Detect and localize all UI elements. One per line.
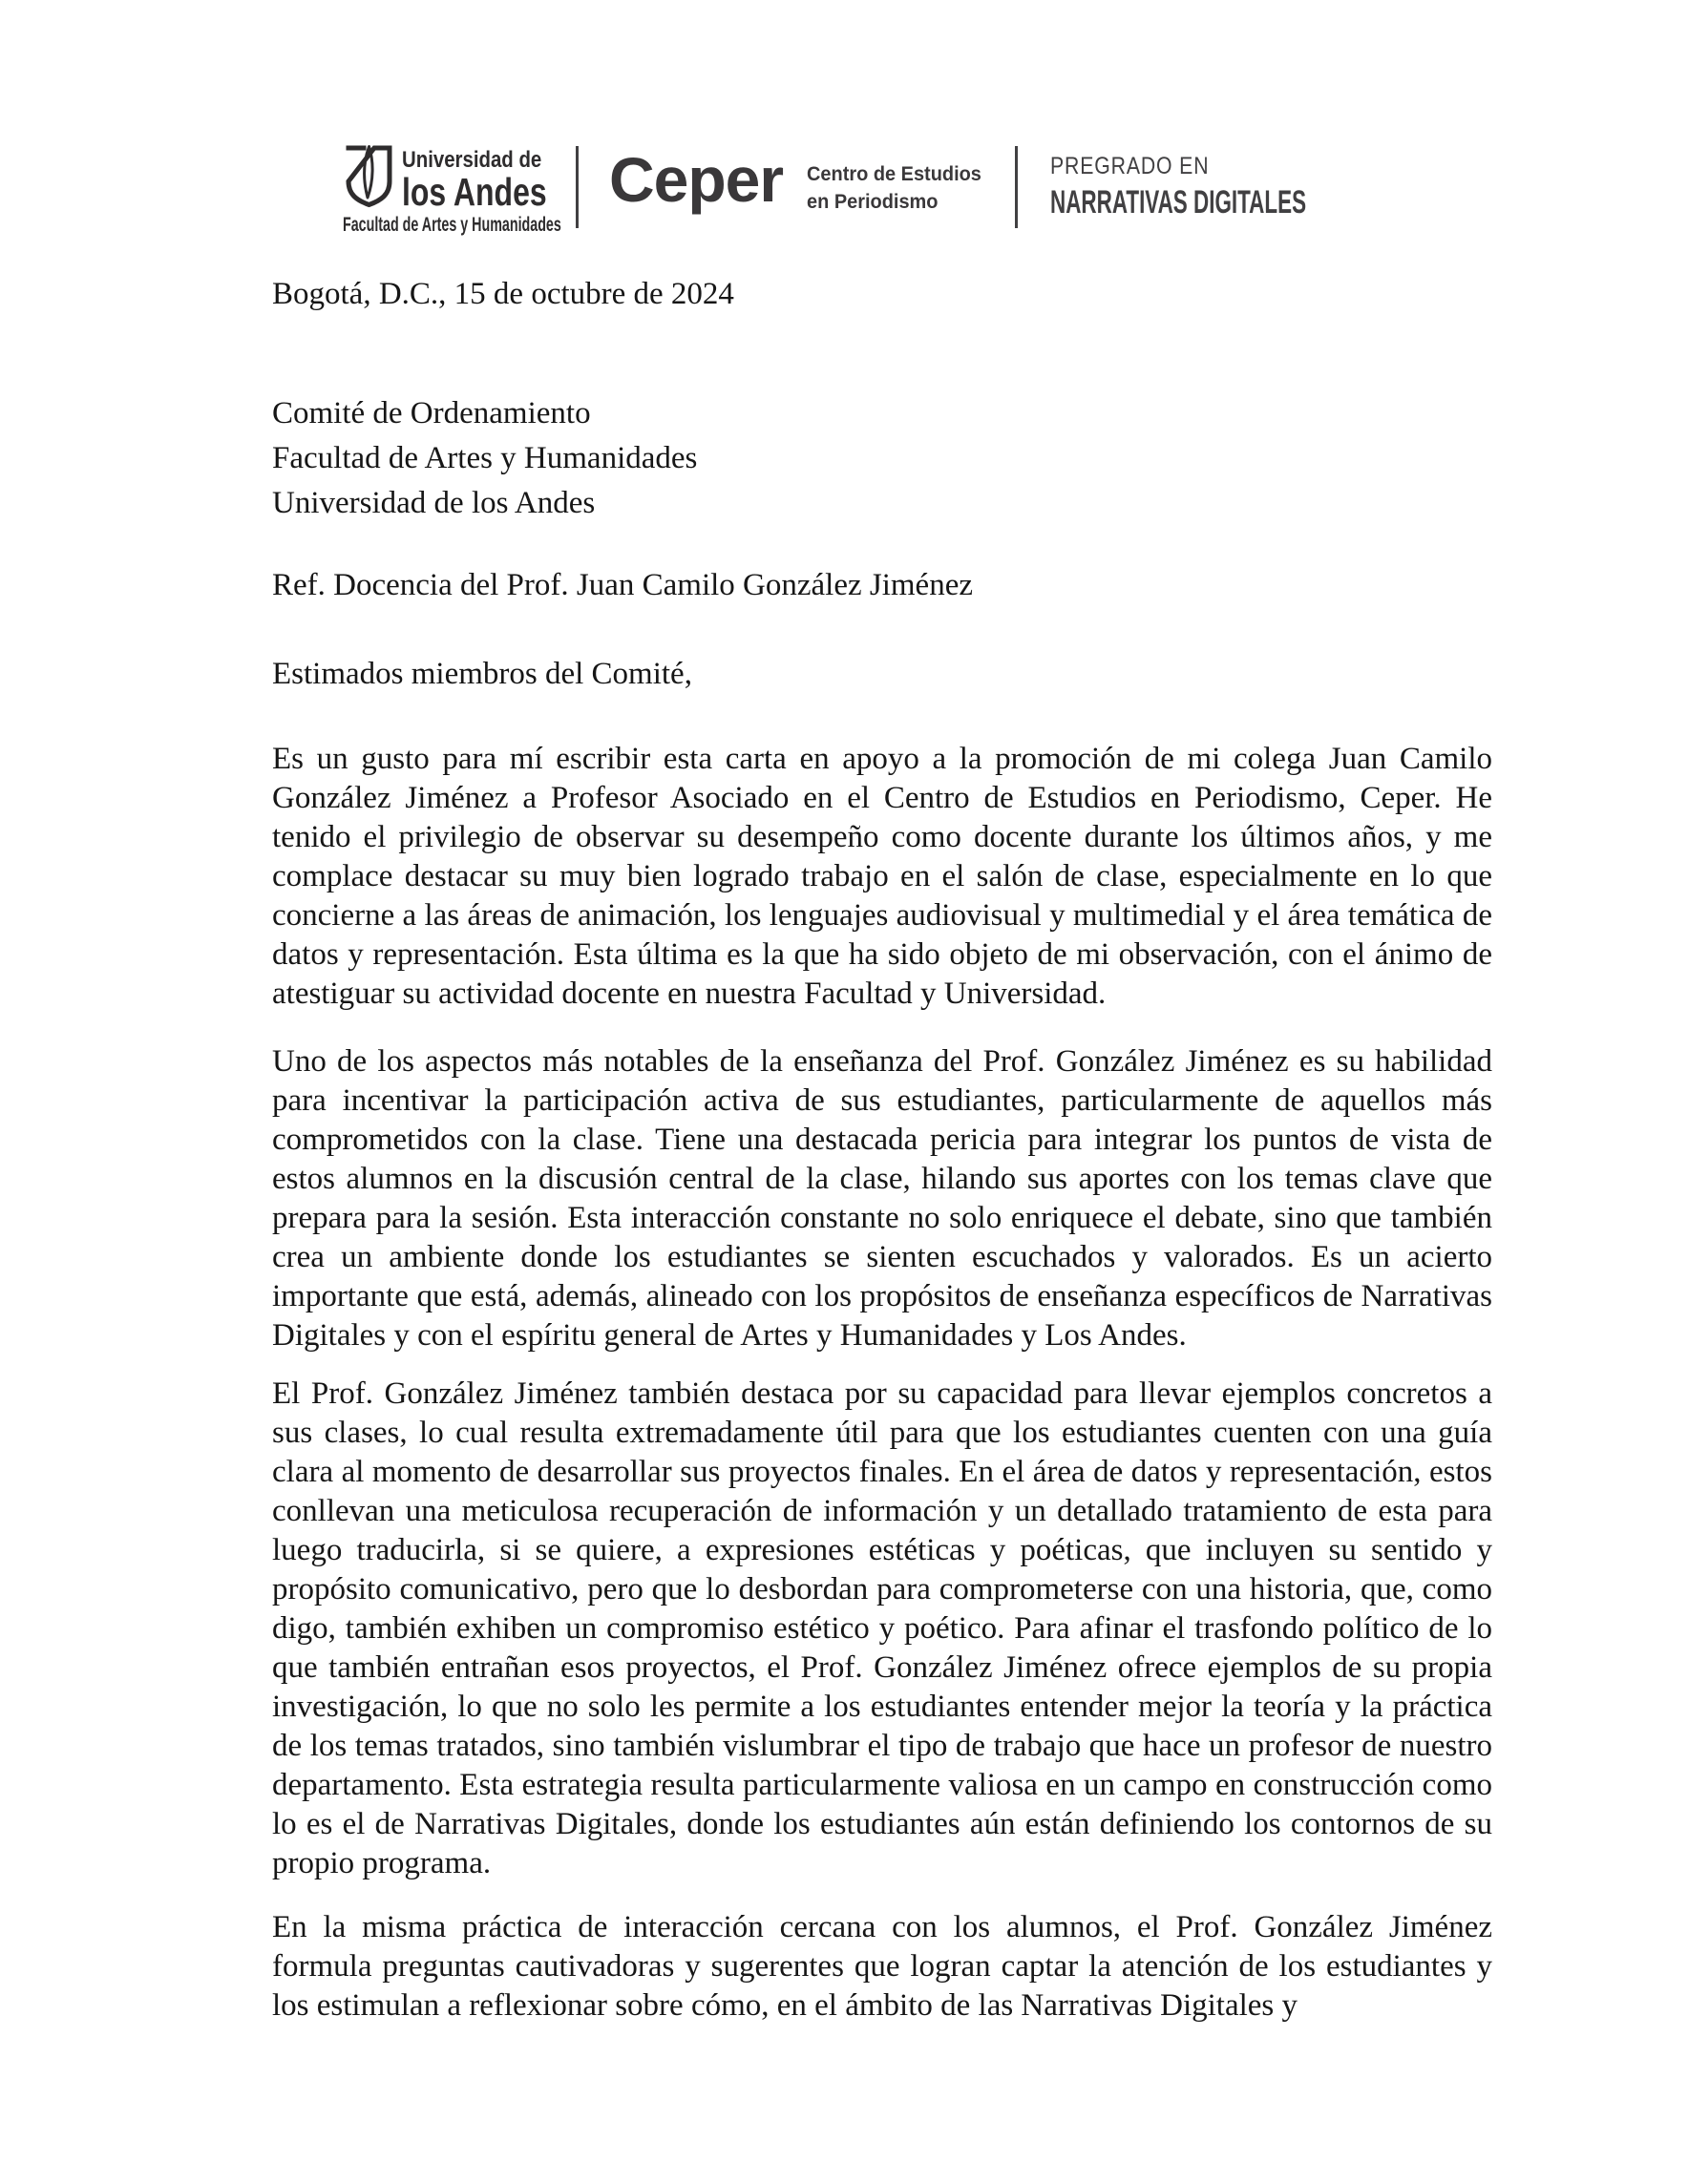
recipient-line: Comité de Ordenamiento [272, 396, 591, 430]
recipient-line: Universidad de los Andes [272, 486, 596, 520]
letter-paragraph-2 [272, 1042, 1492, 1355]
paragraph-text: Uno de los aspectos más notables de la enseñanza del Prof. González Jiménez es su habilidad para incentivar la participación activa de sus estudiantes, particularmente de aquellos más comprometidos con la clase. Tiene una destacada pericia para integrar los puntos de vista de estos alumnos en la discusión central de la clase, hilando sus aportes con los temas clave que prepara para la sesión. Esta interacción constante no solo enriquece el debate, sino que también crea un ambiente donde los estudiantes se sienten escuchados y valorados. Es un acierto importante que está, además, alineado con los propósitos de enseñanza específicos de Narrativas Digitales y con el espíritu general de Artes y Humanidades y Los Andes. [272, 1044, 1492, 1353]
ceper-caption-line1: Centro de Estudios [807, 163, 981, 185]
letter-paragraph-3 [272, 1375, 1492, 1883]
uniandes-shield-icon [345, 145, 393, 213]
paragraph-text: En la misma práctica de interacción cercana con los alumnos, el Prof. González Jiménez formula preguntas cautivadoras y sugerentes que logran captar la atención de los estudiantes y los estimulan a reflexionar sobre cómo, en el ámbito de las Narrativas Digitales y [272, 1910, 1492, 2023]
recipient-block [272, 391, 1492, 526]
faculty-name: Facultad de Artes y Humanidades [343, 214, 561, 236]
program-name [1050, 153, 1438, 221]
university-name-line1: Universidad de [402, 147, 542, 173]
header-divider-right [1015, 146, 1018, 228]
university-name-line2: los Andes [402, 170, 547, 214]
letterhead [0, 0, 1688, 277]
program-name-line2: NARRATIVAS DIGITALES [1050, 184, 1307, 220]
reference-line: Ref. Docencia del Prof. Juan Camilo González Jiménez [272, 568, 973, 602]
program-name-line1: PREGRADO EN [1050, 153, 1210, 179]
header-divider-left [576, 146, 579, 228]
university-name [402, 149, 587, 212]
ceper-caption-line2: en Periodismo [807, 191, 939, 213]
ceper-wordmark: Ceper [609, 144, 784, 215]
letter-paragraph-1 [272, 740, 1492, 1014]
ceper-caption [807, 160, 981, 216]
recipient-line: Facultad de Artes y Humanidades [272, 441, 698, 475]
salutation: Estimados miembros del Comité, [272, 657, 692, 691]
date-line: Bogotá, D.C., 15 de octubre de 2024 [272, 277, 734, 311]
paragraph-text: El Prof. González Jiménez también destaca por su capacidad para llevar ejemplos concretos a sus clases, lo cual resulta extremadamente útil para que los estudiantes cuenten con una guía clara al momento de desarrollar sus proyectos finales. En el área de datos y representación, estos conllevan una meticulosa recuperación de información y un detallado tratamiento de esta para luego traducirla, si se quiere, a expresiones estéticas y poéticas, que incluyen su sentido y propósito comunicativo, pero que lo desbordan para comprometerse con una historia, que, como digo, también exhiben un compromiso estético y poético. Para afinar el trasfondo político de lo que también entrañan esos proyectos, el Prof. González Jiménez ofrece ejemplos de su propia investigación, lo que no solo les permite a los estudiantes entender mejor la teoría y la práctica de los temas tratados, sino también vislumbrar el tipo de trabajo que hace un profesor de nuestro departamento. Esta estrategia resulta particularmente valiosa en un campo en construcción como lo es el de Narrativas Digitales, donde los estudiantes aún están definiendo los contornos de su propio programa. [272, 1376, 1492, 1880]
letter-paragraph-4 [272, 1908, 1492, 2026]
paragraph-text: Es un gusto para mí escribir esta carta en apoyo a la promoción de mi colega Juan Camilo González Jiménez a Profesor Asociado en el Centro de Estudios en Periodismo, Ceper. He tenido el privilegio de observar su desempeño como docente durante los últimos años, y me complace destacar su muy bien logrado trabajo en el salón de clase, especialmente en lo que concierne a las áreas de animación, los lenguajes audiovisual y multimedial y el área temática de datos y representación. Esta última es la que ha sido objeto de mi observación, con el ánimo de atestiguar su actividad docente en nuestra Facultad y Universidad. [272, 742, 1492, 1011]
